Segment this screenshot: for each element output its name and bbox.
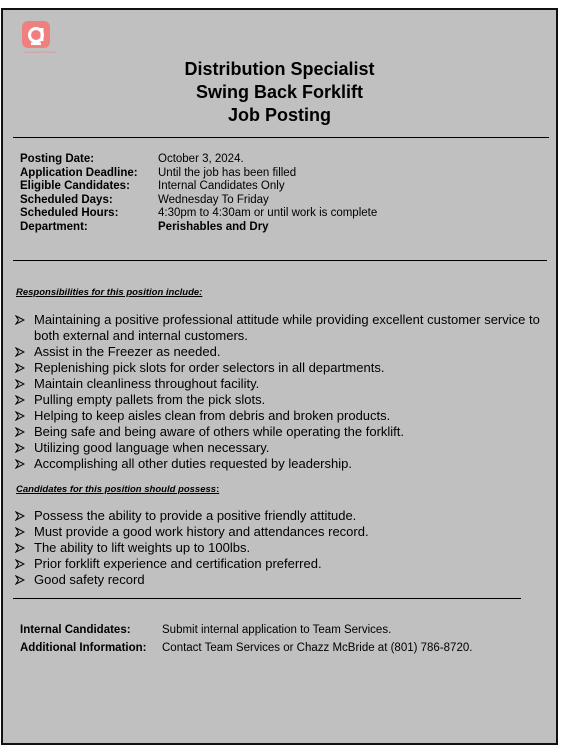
list-item-text: Replenishing pick slots for order selectors in all departments. <box>34 360 385 375</box>
arrow-bullet-icon <box>15 395 25 405</box>
detail-row <box>20 221 377 235</box>
arrow-bullet-icon <box>15 459 25 469</box>
candidates-list <box>15 508 549 588</box>
company-logo-icon <box>22 21 50 48</box>
logo-caption: Associated Food Stores <box>24 50 56 54</box>
list-item <box>15 508 549 524</box>
page-title <box>3 58 556 127</box>
list-item <box>15 556 549 572</box>
arrow-bullet-icon <box>15 511 25 521</box>
contact-value: Contact Team Services or Chazz McBride at (801) 786-8720. <box>162 642 473 654</box>
list-item-text: Possess the ability to provide a positive friendly attitude. <box>34 508 357 523</box>
detail-value: 4:30pm to 4:30am or until work is complete <box>158 207 378 220</box>
detail-row <box>20 207 377 221</box>
list-item <box>15 424 549 440</box>
contact-label: Additional Information: <box>20 642 147 654</box>
detail-value: Internal Candidates Only <box>158 180 285 193</box>
detail-label: Department: <box>20 220 88 233</box>
list-item-text: Utilizing good language when necessary. <box>34 440 270 455</box>
detail-row <box>20 180 377 194</box>
list-item <box>15 344 549 360</box>
list-item <box>15 440 549 456</box>
title-line: Distribution Specialist <box>184 59 375 79</box>
list-item <box>15 456 549 472</box>
list-item <box>15 360 549 376</box>
list-item <box>15 540 549 556</box>
list-item <box>15 572 549 588</box>
contact-value: Submit internal application to Team Services. <box>162 624 392 636</box>
arrow-bullet-icon <box>15 379 25 389</box>
contact-label: Internal Candidates: <box>20 624 131 636</box>
detail-label: Posting Date: <box>20 153 95 165</box>
detail-label: Eligible Candidates: <box>20 180 130 193</box>
job-posting-page <box>1 8 558 745</box>
list-item-text: Good safety record <box>34 572 145 587</box>
arrow-bullet-icon <box>15 411 25 421</box>
list-item-text: Assist in the Freezer as needed. <box>34 344 221 359</box>
divider <box>13 598 521 599</box>
detail-value: October 3, 2024. <box>158 153 244 165</box>
list-item <box>15 312 549 344</box>
detail-row <box>20 153 377 167</box>
divider <box>13 137 549 138</box>
candidates-heading-text: Candidates for this position should possess <box>16 484 217 495</box>
title-line: Job Posting <box>228 105 331 125</box>
list-item-text: Must provide a good work history and attendances record. <box>34 524 369 539</box>
detail-value: Wednesday To Friday <box>158 193 269 206</box>
list-item-text: Being safe and being aware of others while operating the forklift. <box>34 424 405 439</box>
contact-row <box>20 624 472 642</box>
list-item-text: Maintain cleanliness throughout facility. <box>34 376 260 391</box>
arrow-bullet-icon <box>15 559 25 569</box>
list-item <box>15 376 549 392</box>
list-item <box>15 392 549 408</box>
contact-section <box>20 624 472 660</box>
list-item <box>15 408 549 424</box>
posting-details <box>20 153 377 235</box>
detail-label: Application Deadline: <box>20 166 138 179</box>
contact-row <box>20 642 472 660</box>
list-item-text: Pulling empty pallets from the pick slots. <box>34 392 266 407</box>
arrow-bullet-icon <box>15 363 25 373</box>
responsibilities-list <box>15 312 549 472</box>
detail-value: Perishables and Dry <box>158 220 269 233</box>
arrow-bullet-icon <box>15 347 25 357</box>
divider <box>13 260 547 261</box>
arrow-bullet-icon <box>15 543 25 553</box>
arrow-bullet-icon <box>15 315 25 325</box>
detail-value: Until the job has been filled <box>158 166 297 179</box>
responsibilities-heading-text: Responsibilities for this position include: <box>16 287 203 298</box>
detail-row <box>20 194 377 208</box>
list-item-text: Maintaining a positive professional attitude while providing excellent customer service to both external and internal customers. <box>34 312 540 343</box>
title-line: Swing Back Forklift <box>195 82 364 102</box>
list-item <box>15 524 549 540</box>
candidates-heading <box>16 484 219 495</box>
arrow-bullet-icon <box>15 443 25 453</box>
detail-label: Scheduled Hours: <box>20 207 119 220</box>
list-item-text: Prior forklift experience and certification preferred. <box>34 556 322 571</box>
responsibilities-heading <box>16 287 202 298</box>
list-item-text: Helping to keep aisles clean from debris and broken products. <box>34 408 391 423</box>
list-item-text: The ability to lift weights up to 100lbs. <box>34 540 251 555</box>
arrow-bullet-icon <box>15 527 25 537</box>
detail-label: Scheduled Days: <box>20 193 113 206</box>
candidates-heading-colon: : <box>216 484 220 495</box>
detail-row <box>20 167 377 181</box>
arrow-bullet-icon <box>15 575 25 585</box>
arrow-bullet-icon <box>15 427 25 437</box>
list-item-text: Accomplishing all other duties requested by leadership. <box>34 456 352 471</box>
